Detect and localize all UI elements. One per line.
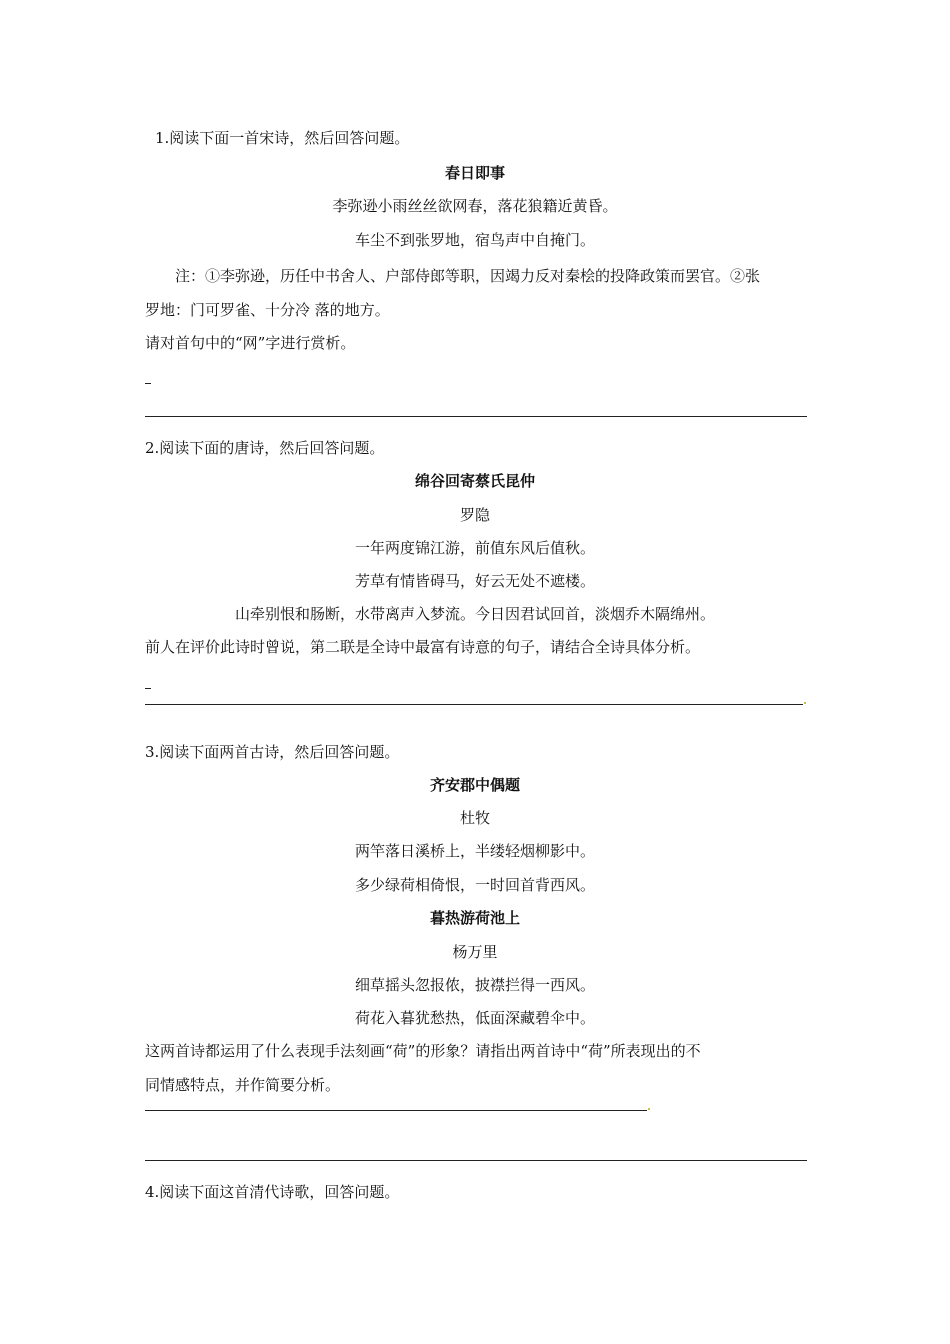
q1-poem-line-1: 李弥逊小雨丝丝欲网春，落花狼籍近黄昏。	[332, 197, 618, 215]
q2-question: 前人在评价此诗时曾说，第二联是全诗中最富有诗意的句子，请结合全诗具体分析。	[145, 638, 701, 656]
q3-prompt: 3.阅读下面两首古诗，然后回答问题。	[145, 743, 400, 761]
q2-poem-line-2: 芳草有情皆碍马，好云无处不遮楼。	[354, 572, 595, 590]
q1-poem-title: 春日即事	[444, 164, 505, 182]
q3-poem1-author: 杜牧	[459, 809, 490, 827]
q4-prompt: 4.阅读下面这首清代诗歌，回答问题。	[145, 1183, 400, 1201]
q1-prompt: 1.阅读下面一首宋诗，然后回答问题。	[155, 129, 410, 147]
q1-poem-line-2: 车尘不到张罗地，宿鸟声中自掩门。	[354, 231, 595, 249]
q2-poem-title: 绵谷回寄蔡氏昆仲	[414, 472, 535, 490]
q2-author: 罗隐	[459, 506, 490, 524]
answer-dash	[145, 383, 151, 384]
q1-note-line-2: 罗地：门可罗雀、十分冷 落的地方。	[145, 301, 390, 319]
answer-line	[145, 704, 803, 705]
answer-line	[145, 1110, 647, 1111]
q3-poem2-line-1: 细草摇头忽报侬，披襟拦得一西风。	[354, 976, 595, 994]
q3-poem1-line-1: 两竿落日溪桥上，半缕轻烟柳影中。	[354, 842, 595, 860]
answer-line	[145, 1160, 807, 1161]
q1-question: 请对首句中的“网”字进行赏析。	[145, 334, 356, 352]
q3-poem1-title: 齐安郡中偶题	[429, 776, 520, 794]
q3-poem1-line-2: 多少绿荷相倚恨，一时回首背西风。	[354, 876, 595, 894]
q3-question-line-1: 这两首诗都运用了什么表现手法刻画“荷”的形象？请指出两首诗中“荷”所表现出的不	[145, 1042, 701, 1060]
q3-poem2-line-2: 荷花入暮犹愁热，低面深藏碧伞中。	[354, 1009, 595, 1027]
q2-poem-line-1: 一年两度锦江游，前值东风后值秋。	[354, 539, 595, 557]
q2-prompt: 2.阅读下面的唐诗，然后回答问题。	[145, 439, 385, 457]
q3-question-line-2: 同情感特点，并作简要分析。	[145, 1076, 341, 1094]
answer-dash	[145, 688, 151, 689]
q1-note-line-1: 注：①李弥逊，历任中书舍人、户部侍郎等职，因竭力反对秦桧的投降政策而罢官。②张	[175, 267, 761, 285]
q2-poem-line-3: 山牵别恨和肠断，水带离声入梦流。今日因君试回首，淡烟乔木隔绵州。	[234, 605, 715, 623]
q3-poem2-author: 杨万里	[452, 943, 498, 961]
q3-poem2-title: 暮热游荷池上	[429, 909, 520, 927]
answer-line	[145, 416, 807, 417]
mark-dot	[648, 1108, 650, 1110]
mark-dot	[804, 702, 806, 704]
